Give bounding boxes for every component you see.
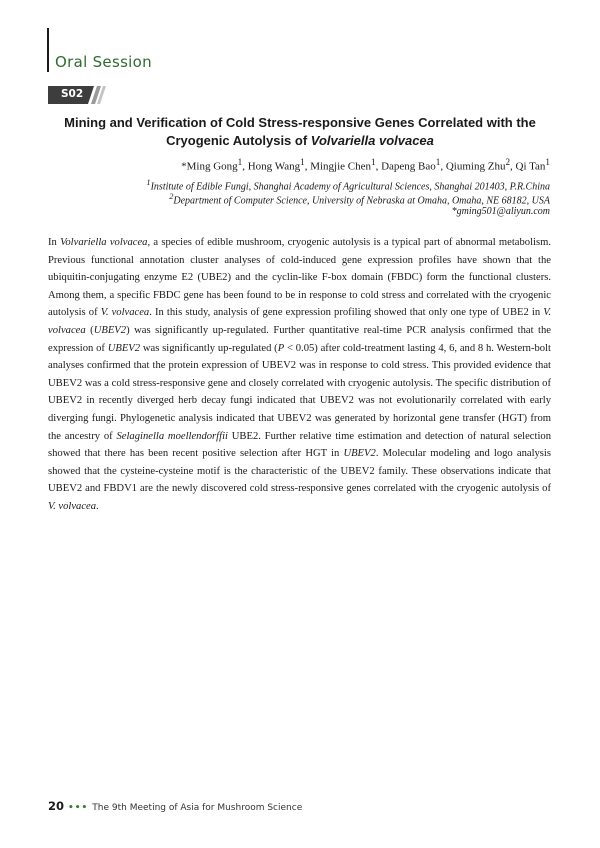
abstract-text: ) was significantly up-regulated. Further quantitative real-time PCR analysis confirmed that the expression of [48, 324, 551, 354]
affiliation-number: 1 [146, 178, 151, 187]
abstract-text: . Molecular modeling and logo analysis showed that the cysteine-cysteine motif is the characteristic of the UBEV2 family. These observations indicate that UBEV2 and FBDV1 are the newly discovered cold stress-responsive genes correlated with the cryogenic autolysis of [48, 448, 551, 495]
abstract-text: . In this study, analysis of gene expression profiling showed that only one type of UBE2 in [149, 307, 544, 319]
author: Mingjie Chen [310, 160, 372, 173]
abstract-italic-term: P [277, 342, 285, 354]
corresponding-email: *gming501@aliyun.com [451, 206, 550, 217]
abstract-italic-term: V. volvacea [100, 307, 150, 319]
session-title: Oral Session [55, 53, 152, 71]
session-code: S02 [61, 88, 84, 100]
author: *Ming Gong [181, 160, 238, 173]
abstract-italic-term: V. volvacea [48, 307, 552, 336]
footer-title: The 9th Meeting of Asia for Mushroom Science [92, 803, 303, 813]
abstract-text: ( [85, 324, 94, 336]
abstract-text: , a species of edible mushroom, cryogenic autolysis is a typical part of abnormal metabolism. Previous functional annotation cluster analyses of cold-induced gene expression profiles have shown that the ubiquitin-conjugating enzyme E2 (UBE2) and the cyclin-like F-box domain (FBDC) form the functional clusters. Among them, a specific FBDC gene has been found to be in response to cold stress and correlated with the cryogenic autolysis of [48, 237, 551, 319]
author-affiliation: 1 [300, 157, 305, 167]
author-affiliation: 1 [545, 157, 550, 167]
abstract-text: was significantly up-regulated ( [140, 342, 278, 354]
abstract-italic-term: Selaginella moellendorffii [116, 430, 228, 442]
affiliation-2 [169, 192, 550, 206]
abstract-text: . [96, 500, 99, 512]
author-affiliation: 1 [237, 157, 243, 167]
affiliation-1 [146, 178, 550, 192]
title-line-1: Mining and Verification of Cold Stress-responsive Genes Correlated with the [64, 115, 536, 130]
abstract-italic-term: Volvariella volvacea [60, 237, 148, 248]
affiliation-number: 2 [169, 192, 174, 201]
author-affiliation: 1 [371, 157, 376, 167]
abstract-text: UBE2. Further relative time estimation and detection of natural selection showed that there has been recent positive selection after HGT in [48, 430, 551, 460]
session-divider [47, 28, 49, 72]
abstract-italic-term: UBEV2 [107, 342, 141, 354]
footer-dots: ••• [68, 803, 89, 813]
affiliation-text: Institute of Edible Fungi, Shanghai Academy of Agricultural Sciences, Shanghai 201403, P.R.China [150, 181, 550, 193]
abstract-italic-term: V. volvacea [48, 500, 97, 512]
affiliation-text: Department of Computer Science, University of Nebraska at Omaha, Omaha, NE 68182, USA [173, 195, 550, 207]
author: Dapeng Bao [381, 160, 436, 173]
author: Qi Tan [515, 160, 546, 173]
title-line-2 [40, 132, 560, 150]
title-species: Volvariella volvacea [310, 133, 434, 148]
abstract-text: < 0.05) after cold-treatment lasting 4, 6, and 8 h. Western-bolt analyses confirmed that the protein expression of UBEV2 was in response to cold stress. This provided evidence that UBEV2 was a cold stress-responsive gene and closely correlated with cryogenic autolysis. The specific distribution of UBEV2 in recently diverged herb decay fungi indicated that UBEV2 was not evolutionarily correlated with early diverging fungi. Phylogenetic analysis indicated that UBEV2 was generated by horizontal gene transfer (HGT) from the ancestry of [48, 342, 551, 442]
title-prefix: Cryogenic Autolysis of [166, 133, 311, 148]
author-affiliation: 2 [505, 157, 511, 167]
abstract-italic-term: UBEV2 [343, 448, 376, 460]
paper-title [40, 114, 560, 150]
author: Qiuming Zhu [445, 160, 506, 173]
page-number: 20 [48, 799, 65, 813]
author-list: *Ming Gong$^1$, Hong Wang$^1$, Mingjie Chen$^1$, Dapeng Bao$^1$, Qiuming Zhu$^2$, Qi Tan$^1$ [181, 157, 550, 173]
session-code-badge [48, 86, 106, 104]
abstract-text: In [48, 237, 61, 248]
abstract-italic-term: UBEV2 [93, 324, 127, 336]
author: Hong Wang [247, 160, 301, 173]
page-footer [48, 799, 302, 813]
abstract-body [48, 234, 551, 516]
author-affiliation: 1 [435, 157, 441, 167]
